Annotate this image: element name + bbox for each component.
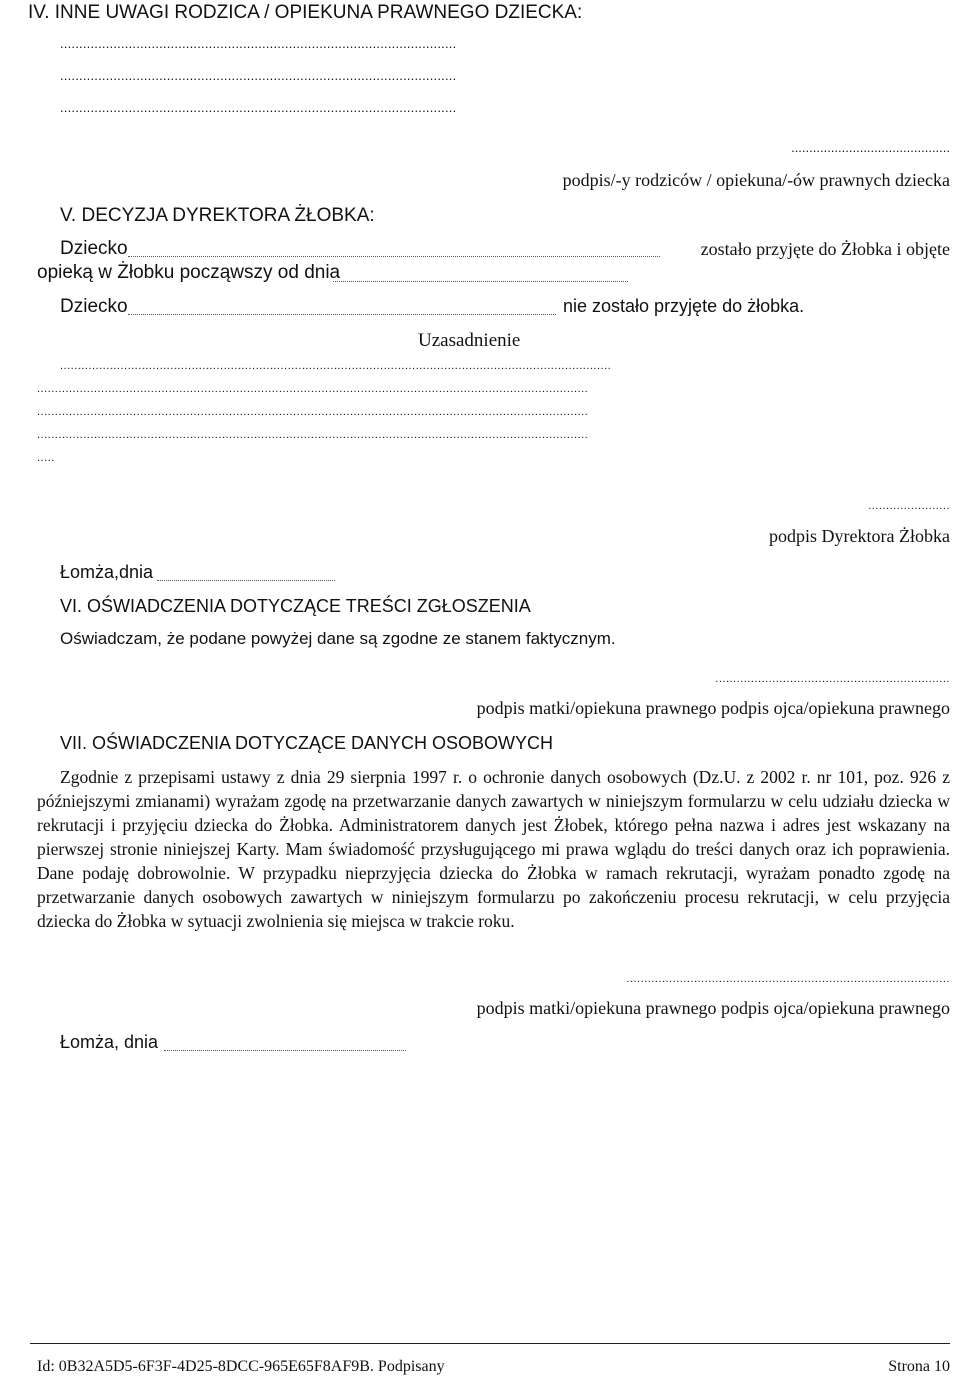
data-consent-text: Zgodnie z przepisami ustawy z dnia 29 sierpnia 1997 r. o ochronie danych osobowych (Dz.U. z 2002 r. nr 101, poz. 926 z późniejszymi zmianami) wyrażam zgodę na przetwarzanie danych zawartych w niniejszym formularzu w celu udziału dziecka w rekrutacji i przyjęciu dziecka do Żłobka. Administratorem danych jest Żłobek, którego pełna nazwa i adres jest wskazany na pierwszej stronie niniejszej Karty. Mam świadomość przysługującego mi prawa wglądu do treści danych oraz ich poprawienia. Dane podaję dobrowolnie. W przypadku nieprzyjęcia dziecka do Żłobka w ramach rekrutacji, wyrażam ponadto zgodę na przetwarzanie danych osobowych zawartych w niniejszym formularzu po zakończeniu procesu rekrutacji, w celu przyjęcia dziecka do Żłobka w sytuacji zwolnienia się miejsca w trakcie roku. [37,767,950,931]
director-signature-dots: ....................... [868,500,950,512]
section-6-signature-label: podpis matki/opiekuna prawnego podpis ojca/opiekuna prawnego [476,698,950,718]
director-place-date: Łomża,dnia [60,562,154,582]
justification-line-3: ........................................................................................................................................................... [37,406,589,418]
director-date-field[interactable] [157,580,335,581]
accepted-suffix: zostało przyjęte do Żłobka i objęte [700,239,950,259]
director-signature-label: podpis Dyrektora Żłobka [769,526,950,546]
consent-date-field[interactable] [164,1050,406,1051]
section-6-heading: VI. OŚWIADCZENIA DOTYCZĄCE TREŚCI ZGŁOSZENIA [60,596,531,616]
remarks-line-3: ........................................................................................................ [60,100,457,115]
parents-signature-dots: ............................................ [791,140,950,155]
section-4-heading: IV. INNE UWAGI RODZICA / OPIEKUNA PRAWNEGO DZIECKA: [28,2,583,23]
accepted-line-2: opieką w Żłobku począwszy od dnia [37,262,341,283]
justification-line-2: ........................................................................................................................................................... [37,383,589,395]
parents-signature-label: podpis/-y rodziców / opiekuna/-ów prawnych dziecka [562,170,950,190]
section-5-heading: V. DECYZJA DYREKTORA ŻŁOBKA: [60,205,375,226]
remarks-line-1: ........................................................................................................ [60,36,457,51]
rejected-suffix: nie zostało przyjęte do żłobka. [563,296,805,316]
justification-line-1: ........................................................................................................................................................... [60,360,612,372]
accepted-start-date-field[interactable] [333,281,628,282]
footer-document-id: Id: 0B32A5D5-6F3F-4D25-8DCC-965E65F8AF9B. Podpisany [37,1358,445,1375]
section-7-signature-label: podpis matki/opiekuna prawnego podpis ojca/opiekuna prawnego [476,998,950,1018]
footer-page-number: Strona 10 [888,1358,950,1375]
consent-place-date: Łomża, dnia [60,1032,159,1052]
section-7-signature-dots: ........................................................................................... [626,973,950,985]
justification-label: Uzasadnienie [418,330,521,351]
footer-divider [30,1343,950,1344]
accepted-prefix: Dziecko [60,238,128,259]
justification-line-4: ........................................................................................................................................................... [37,429,589,441]
rejected-prefix: Dziecko [60,296,128,317]
section-7-heading: VII. OŚWIADCZENIA DOTYCZĄCE DANYCH OSOBOWYCH [60,733,554,753]
remarks-line-2: ........................................................................................................ [60,68,457,83]
section-6-signature-dots: .................................................................. [715,673,950,685]
rejected-child-name-field[interactable] [128,314,556,315]
justification-line-5: ..... [37,452,55,464]
truthfulness-statement: Oświadczam, że podane powyżej dane są zgodne ze stanem faktycznym. [60,629,616,648]
accepted-child-name-field[interactable] [128,256,660,257]
